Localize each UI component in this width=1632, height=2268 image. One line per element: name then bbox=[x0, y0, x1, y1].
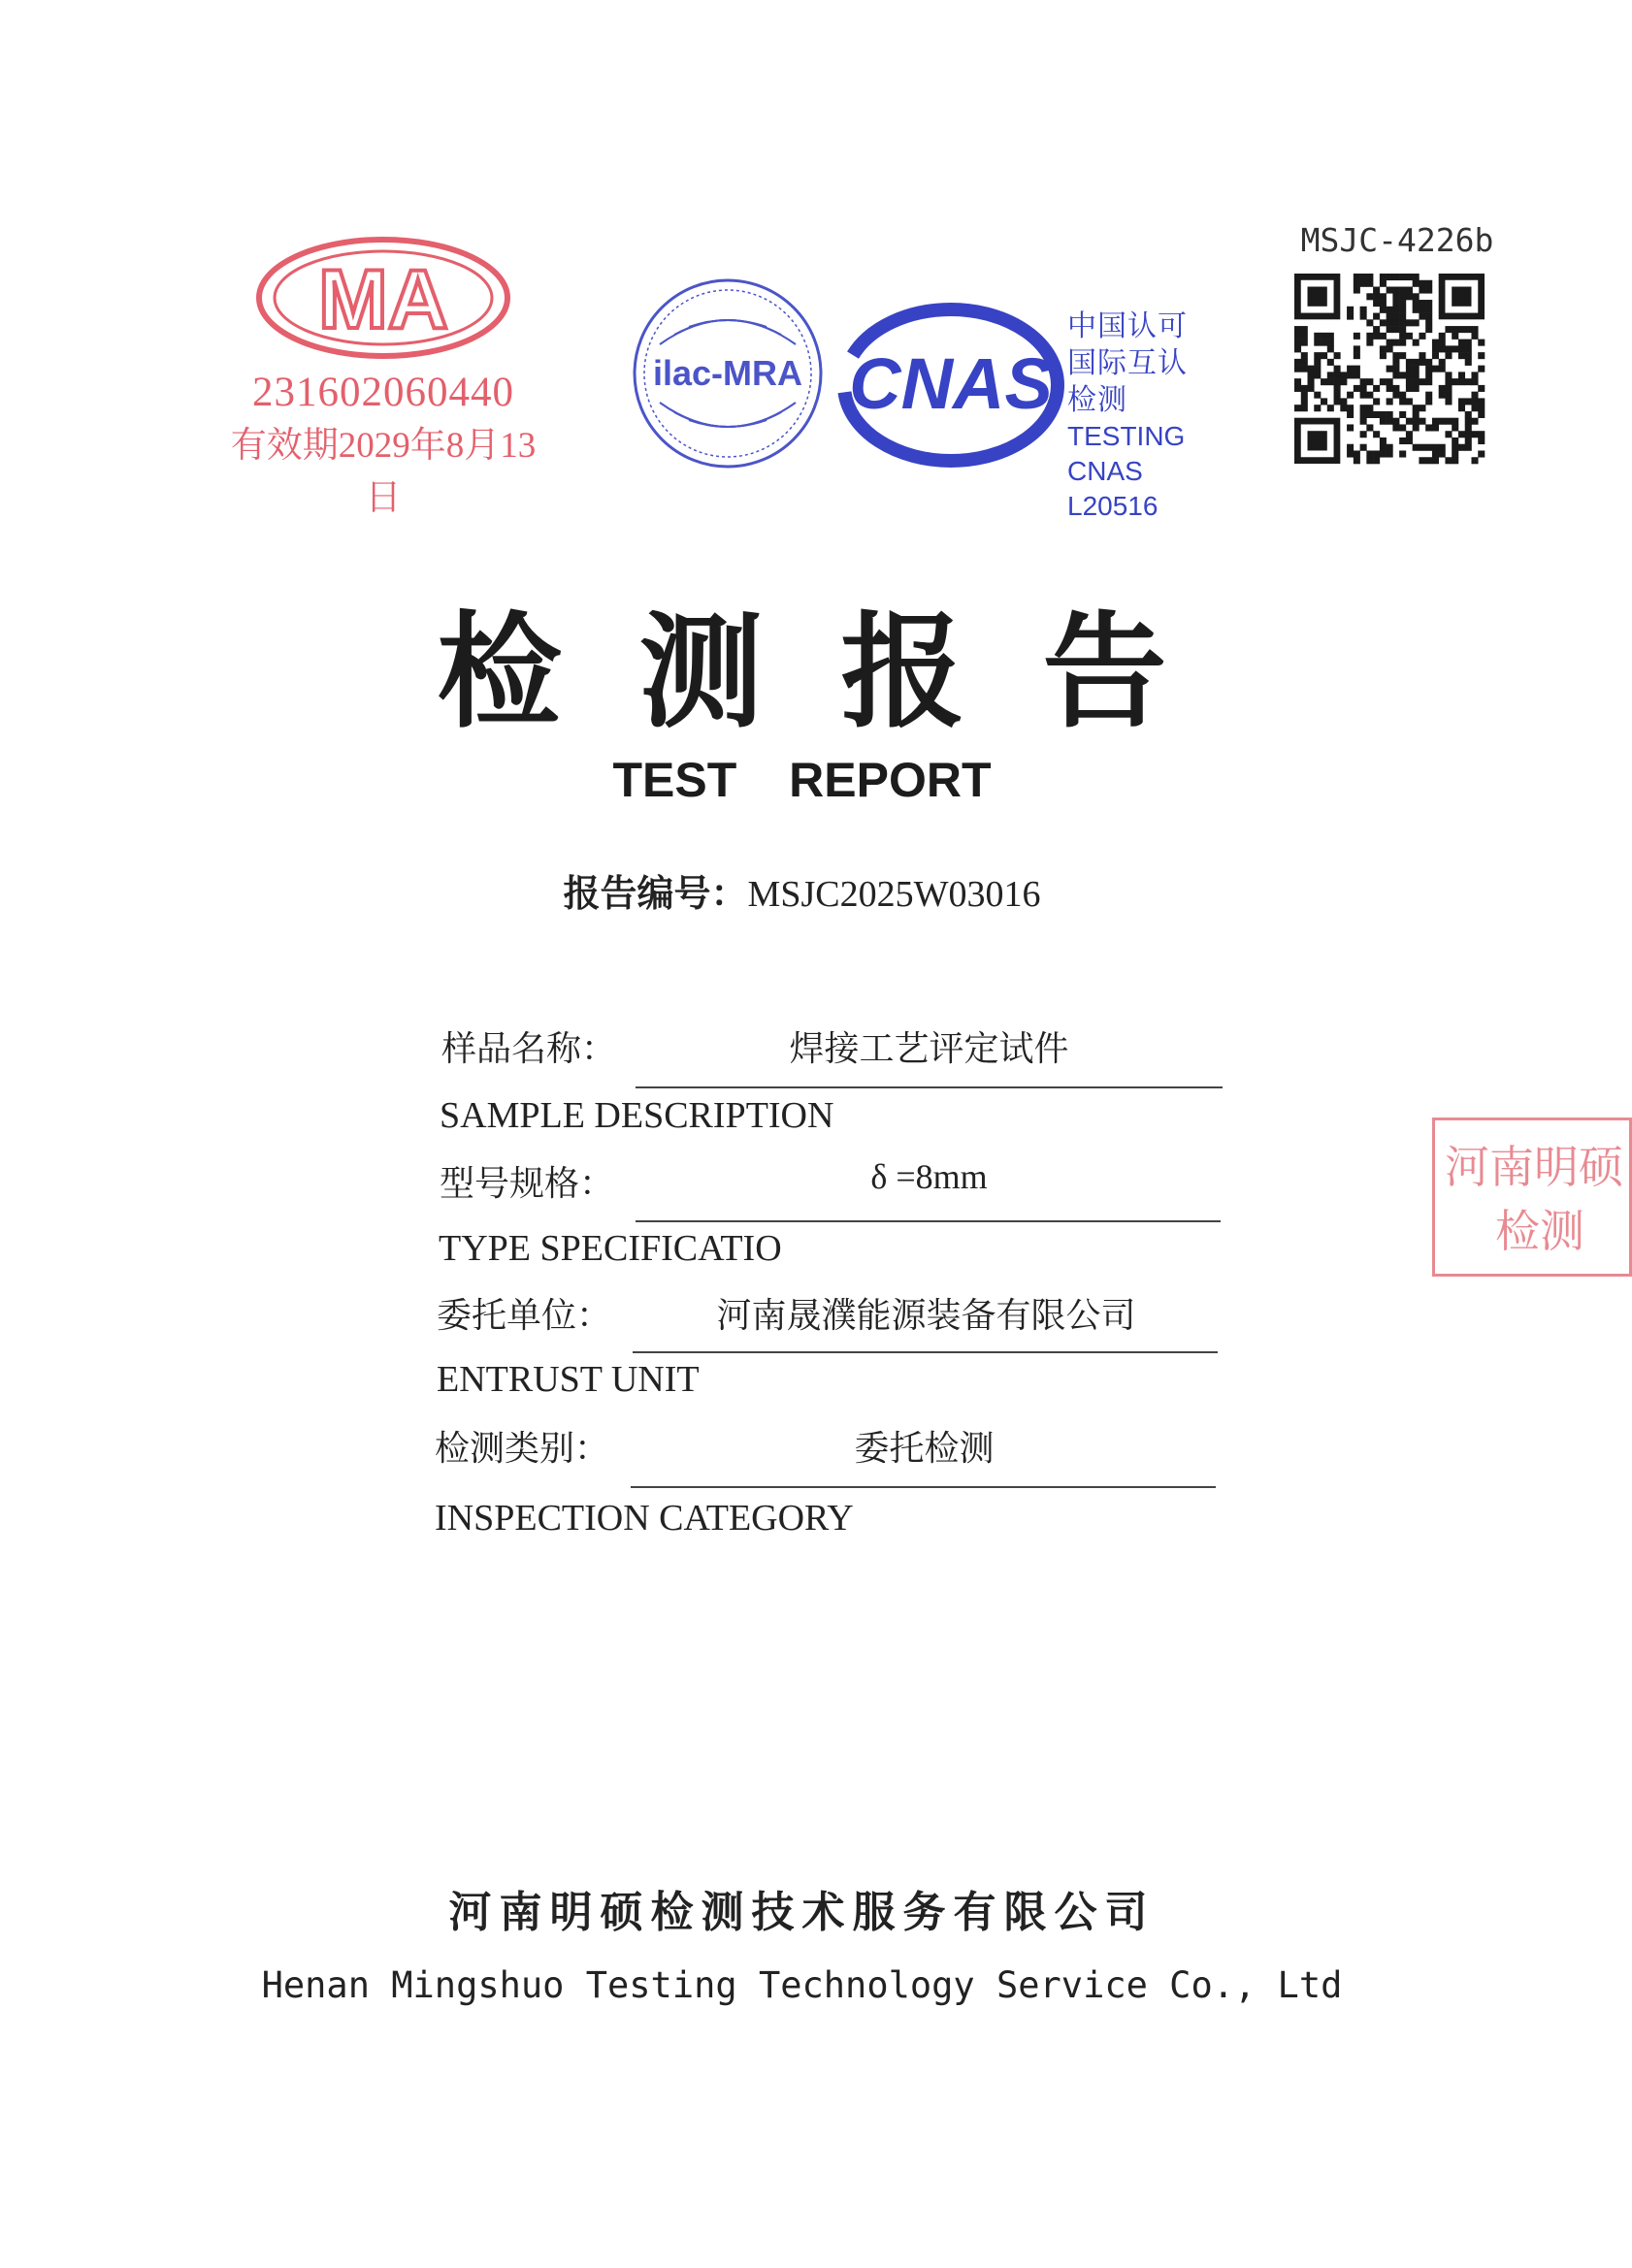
cma-validity: 有效期2029年8月13日 bbox=[230, 426, 537, 518]
sample-en-label: SAMPLE DESCRIPTION bbox=[440, 1095, 834, 1136]
cma-logo bbox=[252, 233, 514, 364]
cnas-cn-line-3: 检测 bbox=[1067, 383, 1127, 417]
company-seal-partial bbox=[1432, 1118, 1632, 1277]
cnas-cn-line-1: 中国认可 bbox=[1067, 309, 1188, 343]
seal-line-1: 河南明硕 bbox=[1445, 1141, 1623, 1193]
category-value: 委托检测 bbox=[854, 1429, 995, 1469]
seal-line-2: 检测 bbox=[1495, 1205, 1584, 1257]
entrust-en-label: ENTRUST UNIT bbox=[437, 1359, 700, 1400]
type-value: δ =8mm bbox=[870, 1157, 988, 1196]
cnas-en-line-1: TESTING bbox=[1067, 421, 1186, 451]
sample-label: 样品名称： bbox=[441, 1029, 617, 1069]
cnas-mark-text: CNAS bbox=[849, 343, 1053, 424]
report-number bbox=[0, 863, 1604, 917]
report-number-value: MSJC2025W03016 bbox=[747, 874, 1041, 915]
cnas-logo bbox=[834, 296, 1067, 470]
type-underline bbox=[636, 1220, 1221, 1222]
entrust-label: 委托单位： bbox=[437, 1296, 612, 1336]
company-name-en: Henan Mingshuo Testing Technology Service Co., Ltd bbox=[261, 1964, 1343, 2006]
entrust-value: 河南晟濮能源装备有限公司 bbox=[716, 1296, 1136, 1336]
entrust-underline bbox=[633, 1351, 1218, 1353]
ilac-logo-text: ilac-MRA bbox=[652, 353, 803, 393]
company-name-cn: 河南明硕检测技术服务有限公司 bbox=[448, 1888, 1156, 1937]
page-subtitle: TEST REPORT bbox=[612, 753, 992, 807]
type-label: 型号规格： bbox=[440, 1164, 615, 1204]
type-en-label: TYPE SPECIFICATIO bbox=[439, 1228, 782, 1269]
cnas-en-line-2: CNAS L20516 bbox=[1067, 456, 1159, 521]
report-number-label: 报告编号： bbox=[563, 872, 748, 915]
category-underline bbox=[631, 1486, 1216, 1488]
cma-stamp bbox=[223, 233, 543, 518]
cnas-cn-line-2: 国际互认 bbox=[1067, 346, 1188, 380]
qr-code-label: MSJC-4226b bbox=[1300, 221, 1494, 259]
category-en-label: INSPECTION CATEGORY bbox=[435, 1498, 854, 1539]
sample-underline bbox=[636, 1086, 1223, 1088]
cma-number: 231602060440 bbox=[252, 370, 514, 415]
ilac-mra-logo bbox=[631, 276, 825, 470]
qr-code-icon bbox=[1294, 274, 1485, 464]
page-title: 检测报告 bbox=[437, 599, 1245, 745]
cma-logo-text: MA bbox=[318, 253, 448, 346]
sample-value: 焊接工艺评定试件 bbox=[789, 1029, 1069, 1069]
cnas-caption bbox=[1067, 308, 1213, 524]
category-label: 检测类别： bbox=[435, 1429, 610, 1469]
